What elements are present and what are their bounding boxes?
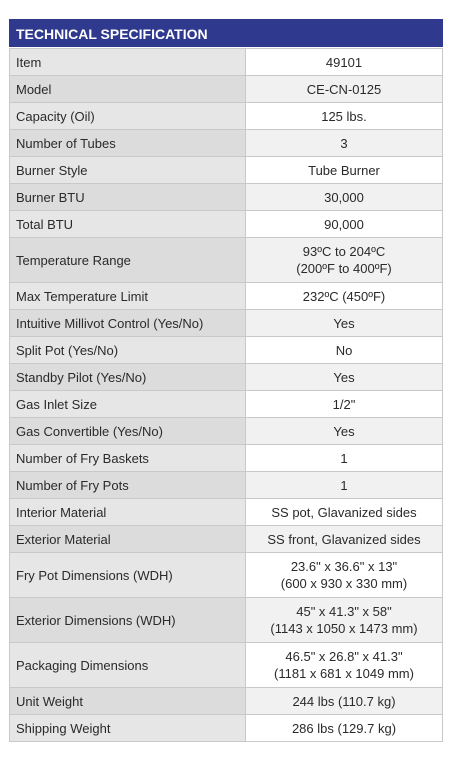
spec-label: Intuitive Millivot Control (Yes/No): [10, 310, 246, 337]
spec-value: [246, 49, 443, 76]
spec-value-line: (1143 x 1050 x 1473 mm): [270, 621, 418, 636]
spec-label: Packaging Dimensions: [10, 643, 246, 688]
spec-row: [10, 526, 443, 553]
spec-value-line: SS front, Glavanized sides: [267, 531, 421, 547]
spec-label: Number of Tubes: [10, 130, 246, 157]
spec-row: [10, 391, 443, 418]
spec-row: [10, 643, 443, 688]
spec-row: [10, 310, 443, 337]
spec-value: [246, 499, 443, 526]
spec-value: [246, 337, 443, 364]
spec-sheet: [9, 19, 443, 742]
spec-label: Burner Style: [10, 157, 246, 184]
spec-label: Fry Pot Dimensions (WDH): [10, 553, 246, 598]
spec-value-line: 3: [340, 135, 348, 151]
spec-row: [10, 364, 443, 391]
spec-label: Gas Inlet Size: [10, 391, 246, 418]
spec-row: [10, 283, 443, 310]
spec-label: Total BTU: [10, 211, 246, 238]
spec-value: [246, 418, 443, 445]
spec-value-line: No: [335, 342, 353, 358]
spec-value-line: 1/2": [332, 396, 356, 412]
spec-label: Temperature Range: [10, 238, 246, 283]
spec-value: [246, 238, 443, 283]
spec-value: [246, 598, 443, 643]
spec-label: Split Pot (Yes/No): [10, 337, 246, 364]
spec-label: Max Temperature Limit: [10, 283, 246, 310]
spec-row: [10, 445, 443, 472]
spec-row: [10, 103, 443, 130]
spec-value-line: (200ºF to 400ºF): [296, 261, 392, 276]
spec-value: [246, 76, 443, 103]
spec-label: Number of Fry Pots: [10, 472, 246, 499]
spec-row: [10, 715, 443, 742]
spec-value-line: SS pot, Glavanized sides: [271, 504, 417, 520]
spec-value: [246, 130, 443, 157]
spec-value-line: (600 x 930 x 330 mm): [280, 576, 408, 591]
spec-row: [10, 76, 443, 103]
spec-row: [10, 553, 443, 598]
spec-value-line: Yes: [333, 315, 355, 331]
spec-label: Shipping Weight: [10, 715, 246, 742]
spec-row: [10, 184, 443, 211]
spec-table-title: TECHNICAL SPECIFICATION: [9, 19, 443, 48]
spec-label: Exterior Material: [10, 526, 246, 553]
spec-table-body: [10, 49, 443, 742]
spec-value-line: 1: [340, 477, 348, 493]
spec-row: [10, 499, 443, 526]
spec-value-line: 45" x 41.3" x 58": [296, 604, 392, 619]
spec-row: [10, 211, 443, 238]
spec-value: [246, 445, 443, 472]
spec-value: [246, 715, 443, 742]
spec-value-line: 93ºC to 204ºC: [302, 244, 386, 259]
spec-value-line: Yes: [333, 369, 355, 385]
spec-label: Number of Fry Baskets: [10, 445, 246, 472]
spec-label: Gas Convertible (Yes/No): [10, 418, 246, 445]
spec-label: Model: [10, 76, 246, 103]
spec-row: [10, 157, 443, 184]
spec-value-line: 23.6" x 36.6" x 13": [290, 559, 398, 574]
spec-row: [10, 598, 443, 643]
spec-label: Unit Weight: [10, 688, 246, 715]
spec-row: [10, 418, 443, 445]
spec-table: [9, 48, 443, 742]
spec-value: [246, 364, 443, 391]
spec-value-line: 286 lbs (129.7 kg): [291, 720, 397, 736]
spec-value-line: 30,000: [324, 189, 364, 205]
spec-value-line: 49101: [325, 54, 363, 70]
spec-row: [10, 238, 443, 283]
spec-label: Standby Pilot (Yes/No): [10, 364, 246, 391]
spec-value: [246, 184, 443, 211]
spec-value: [246, 643, 443, 688]
spec-label: Interior Material: [10, 499, 246, 526]
spec-row: [10, 337, 443, 364]
spec-value: [246, 391, 443, 418]
spec-value-line: 125 lbs.: [321, 108, 367, 124]
spec-row: [10, 49, 443, 76]
spec-label: Exterior Dimensions (WDH): [10, 598, 246, 643]
spec-value-line: CE-CN-0125: [306, 81, 382, 97]
spec-value-line: (1181 x 681 x 1049 mm): [274, 666, 414, 681]
spec-value: [246, 310, 443, 337]
spec-value-line: Yes: [333, 423, 355, 439]
spec-value: [246, 157, 443, 184]
spec-value: [246, 472, 443, 499]
spec-value: [246, 526, 443, 553]
spec-row: [10, 130, 443, 157]
spec-label: Burner BTU: [10, 184, 246, 211]
spec-value-line: 90,000: [324, 216, 364, 232]
spec-value: [246, 283, 443, 310]
spec-value-line: 1: [340, 450, 348, 466]
spec-value: [246, 688, 443, 715]
spec-value-line: 232ºC (450ºF): [302, 288, 386, 304]
spec-value: [246, 211, 443, 238]
spec-value: [246, 103, 443, 130]
spec-label: Item: [10, 49, 246, 76]
spec-row: [10, 472, 443, 499]
spec-value: [246, 553, 443, 598]
spec-value-line: Tube Burner: [308, 162, 380, 178]
spec-label: Capacity (Oil): [10, 103, 246, 130]
spec-value-line: 244 lbs (110.7 kg): [292, 693, 396, 709]
spec-row: [10, 688, 443, 715]
spec-value-line: 46.5" x 26.8" x 41.3": [285, 649, 403, 664]
